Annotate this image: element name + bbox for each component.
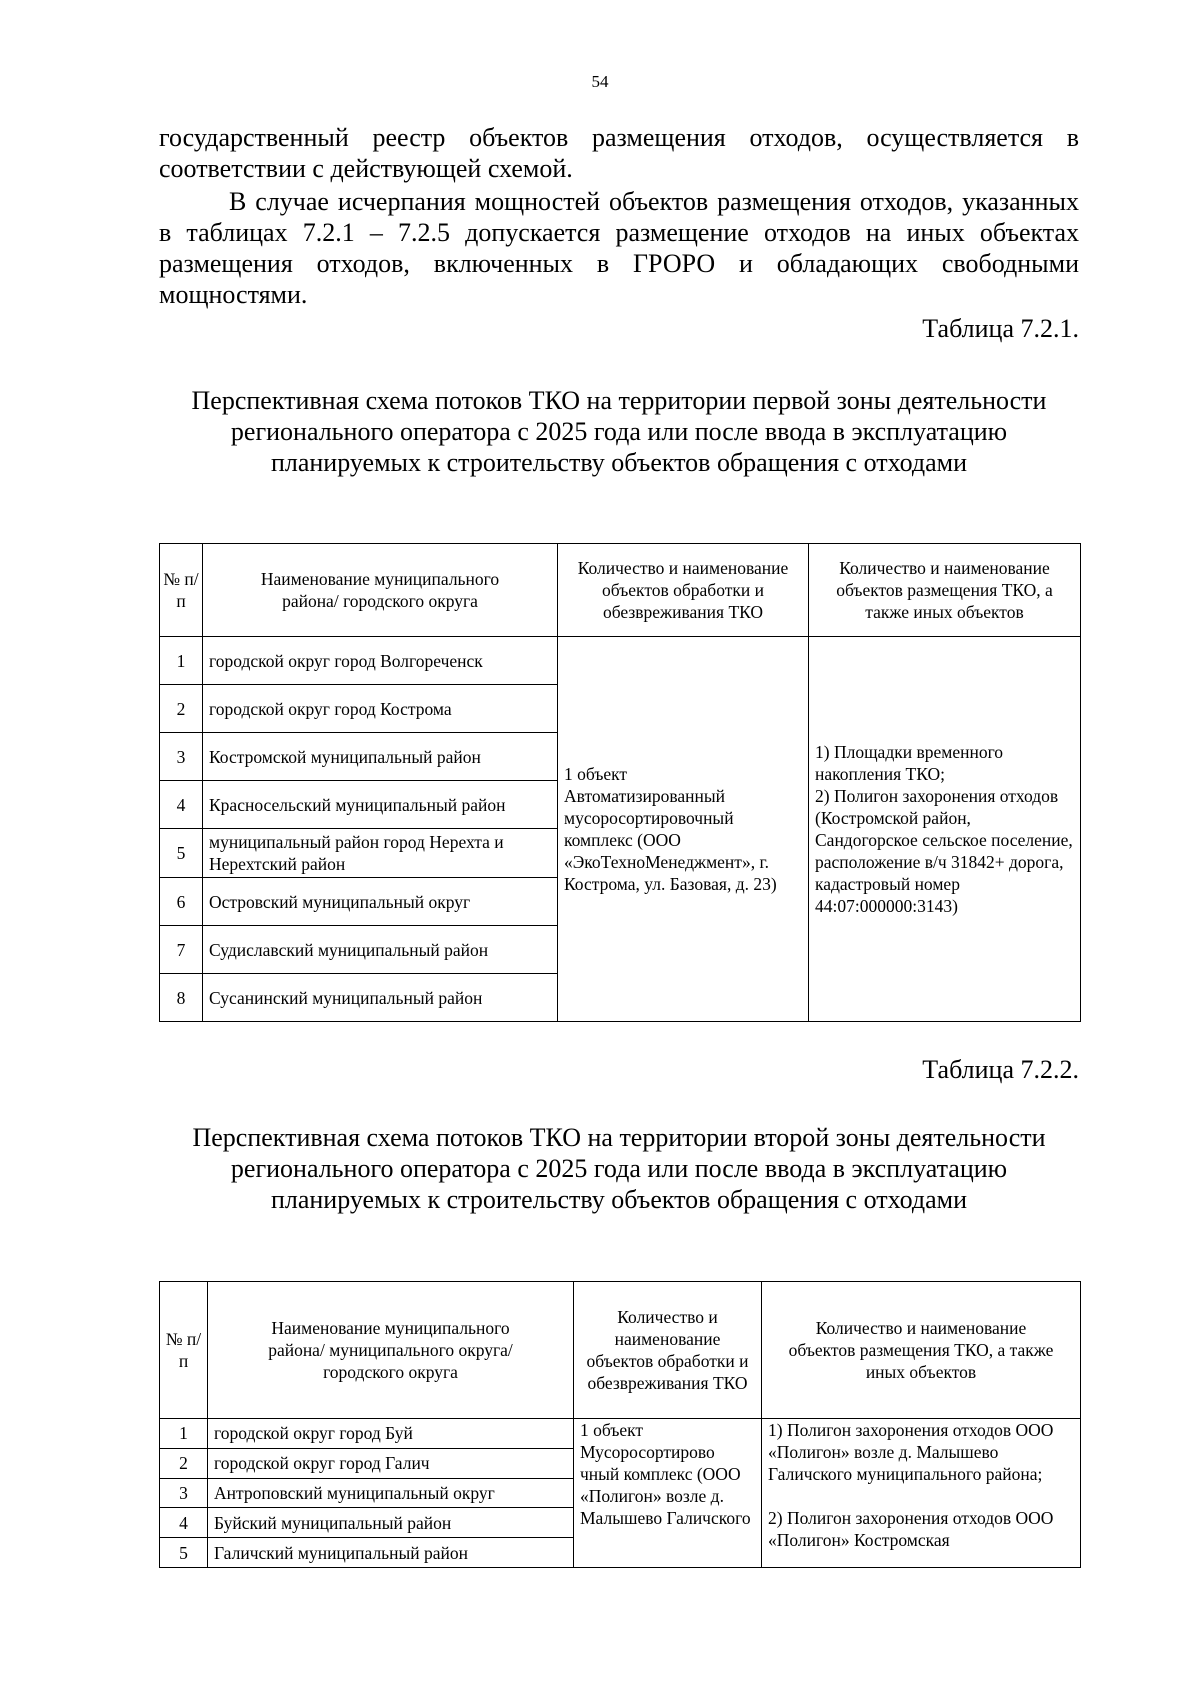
row-number: 4 xyxy=(160,1508,208,1538)
table1-title: Перспективная схема потоков ТКО на территории первой зоны деятельности регионального оператора с 2025 года или после ввода в эксплуатацию планируемых к строительству объектов обращения с отходами xyxy=(191,386,1047,477)
paragraph-2: В случае исчерпания мощностей объектов размещения отходов, указанных в таблицах 7.2.1 – 7.2.5 допускается размещение отходов на иных объектах размещения отходов, включенных в ГРОРО и обладающих свободными мощностями. xyxy=(159,187,1079,309)
municipality-name: Костромской муниципальный район xyxy=(203,733,558,781)
table1-header-processing: Количество и наименование объектов обработки и обезвреживания ТКО xyxy=(558,544,809,637)
table2-header-processing: Количество и наименование объектов обработки и обезвреживания ТКО xyxy=(574,1282,762,1419)
table2-processing-text: 1 объект Мусоросортирово чный комплекс (ООО «Полигон» возле д. Малышево Галичского xyxy=(580,1420,751,1528)
row-number: 8 xyxy=(160,974,203,1022)
municipality-name: Антроповский муниципальный округ xyxy=(208,1478,574,1508)
table1-header-num: № п/п xyxy=(160,544,203,637)
table1-header-row xyxy=(160,544,1081,637)
table-row xyxy=(160,637,1081,685)
row-number: 5 xyxy=(160,1538,208,1568)
table2 xyxy=(159,1281,1081,1568)
municipality-name: Сусанинский муниципальный район xyxy=(203,974,558,1022)
table2-caption: Таблица 7.2.2. xyxy=(922,1055,1079,1084)
row-number: 5 xyxy=(160,829,203,878)
table1 xyxy=(159,543,1081,1022)
table2-header-placement: Количество и наименование объектов размещения ТКО, а также иных объектов xyxy=(762,1282,1081,1419)
table2-header-row xyxy=(160,1282,1081,1419)
municipality-name: Островский муниципальный округ xyxy=(203,878,558,926)
municipality-name: городской округ город Кострома xyxy=(203,685,558,733)
table2-placement-text: 1) Полигон захоронения отходов ООО «Полигон» возле д. Малышево Галичского муниципального района; 2) Полигон захоронения отходов ООО «Полигон» Костромская xyxy=(768,1420,1054,1550)
table2-title: Перспективная схема потоков ТКО на территории второй зоны деятельности регионального оператора с 2025 года или после ввода в эксплуатацию планируемых к строительству объектов обращения с отходами xyxy=(192,1123,1046,1214)
table1-header-name: Наименование муниципального района/ городского округа xyxy=(203,544,558,637)
row-number: 7 xyxy=(160,926,203,974)
municipality-name: Красносельский муниципальный район xyxy=(203,781,558,829)
table1-caption: Таблица 7.2.1. xyxy=(922,314,1079,343)
row-number: 1 xyxy=(160,1419,208,1449)
municipality-name: Буйский муниципальный район xyxy=(208,1508,574,1538)
paragraph-1: государственный реестр объектов размещения отходов, осуществляется в соответствии с действующей схемой. xyxy=(159,123,1079,183)
row-number: 3 xyxy=(160,1478,208,1508)
municipality-name: городской округ город Буй xyxy=(208,1419,574,1449)
table1-header-placement: Количество и наименование объектов размещения ТКО, а также иных объектов xyxy=(809,544,1081,637)
municipality-name: Судиславский муниципальный район xyxy=(203,926,558,974)
row-number: 3 xyxy=(160,733,203,781)
municipality-name: Галичский муниципальный район xyxy=(208,1538,574,1568)
table2-placement-cell xyxy=(762,1419,1081,1568)
page-number: 54 xyxy=(591,72,609,91)
row-number: 1 xyxy=(160,637,203,685)
municipality-name: городской округ город Волгореченск xyxy=(203,637,558,685)
municipality-name: городской округ город Галич xyxy=(208,1448,574,1478)
table2-header-name: Наименование муниципального района/ муниципального округа/городского округа xyxy=(208,1282,574,1419)
table1-placement-cell: 1) Площадки временного накопления ТКО; 2) Полигон захоронения отходов (Костромской район, Сандогорское сельское поселение, расположение в/ч 31842+ дорога, кадастровый номер 44:07:000000:3143) xyxy=(809,637,1081,1022)
row-number: 4 xyxy=(160,781,203,829)
table2-header-num: № п/п xyxy=(160,1282,208,1419)
table2-processing-cell xyxy=(574,1419,762,1568)
municipality-name: муниципальный район город Нерехта и Нерехтский район xyxy=(203,829,558,878)
table-row xyxy=(160,1419,1081,1449)
row-number: 2 xyxy=(160,1448,208,1478)
table1-processing-cell: 1 объект Автоматизированный мусоросортировочный комплекс (ООО «ЭкоТехноМенеджмент», г. Кострома, ул. Базовая, д. 23) xyxy=(558,637,809,1022)
row-number: 6 xyxy=(160,878,203,926)
row-number: 2 xyxy=(160,685,203,733)
